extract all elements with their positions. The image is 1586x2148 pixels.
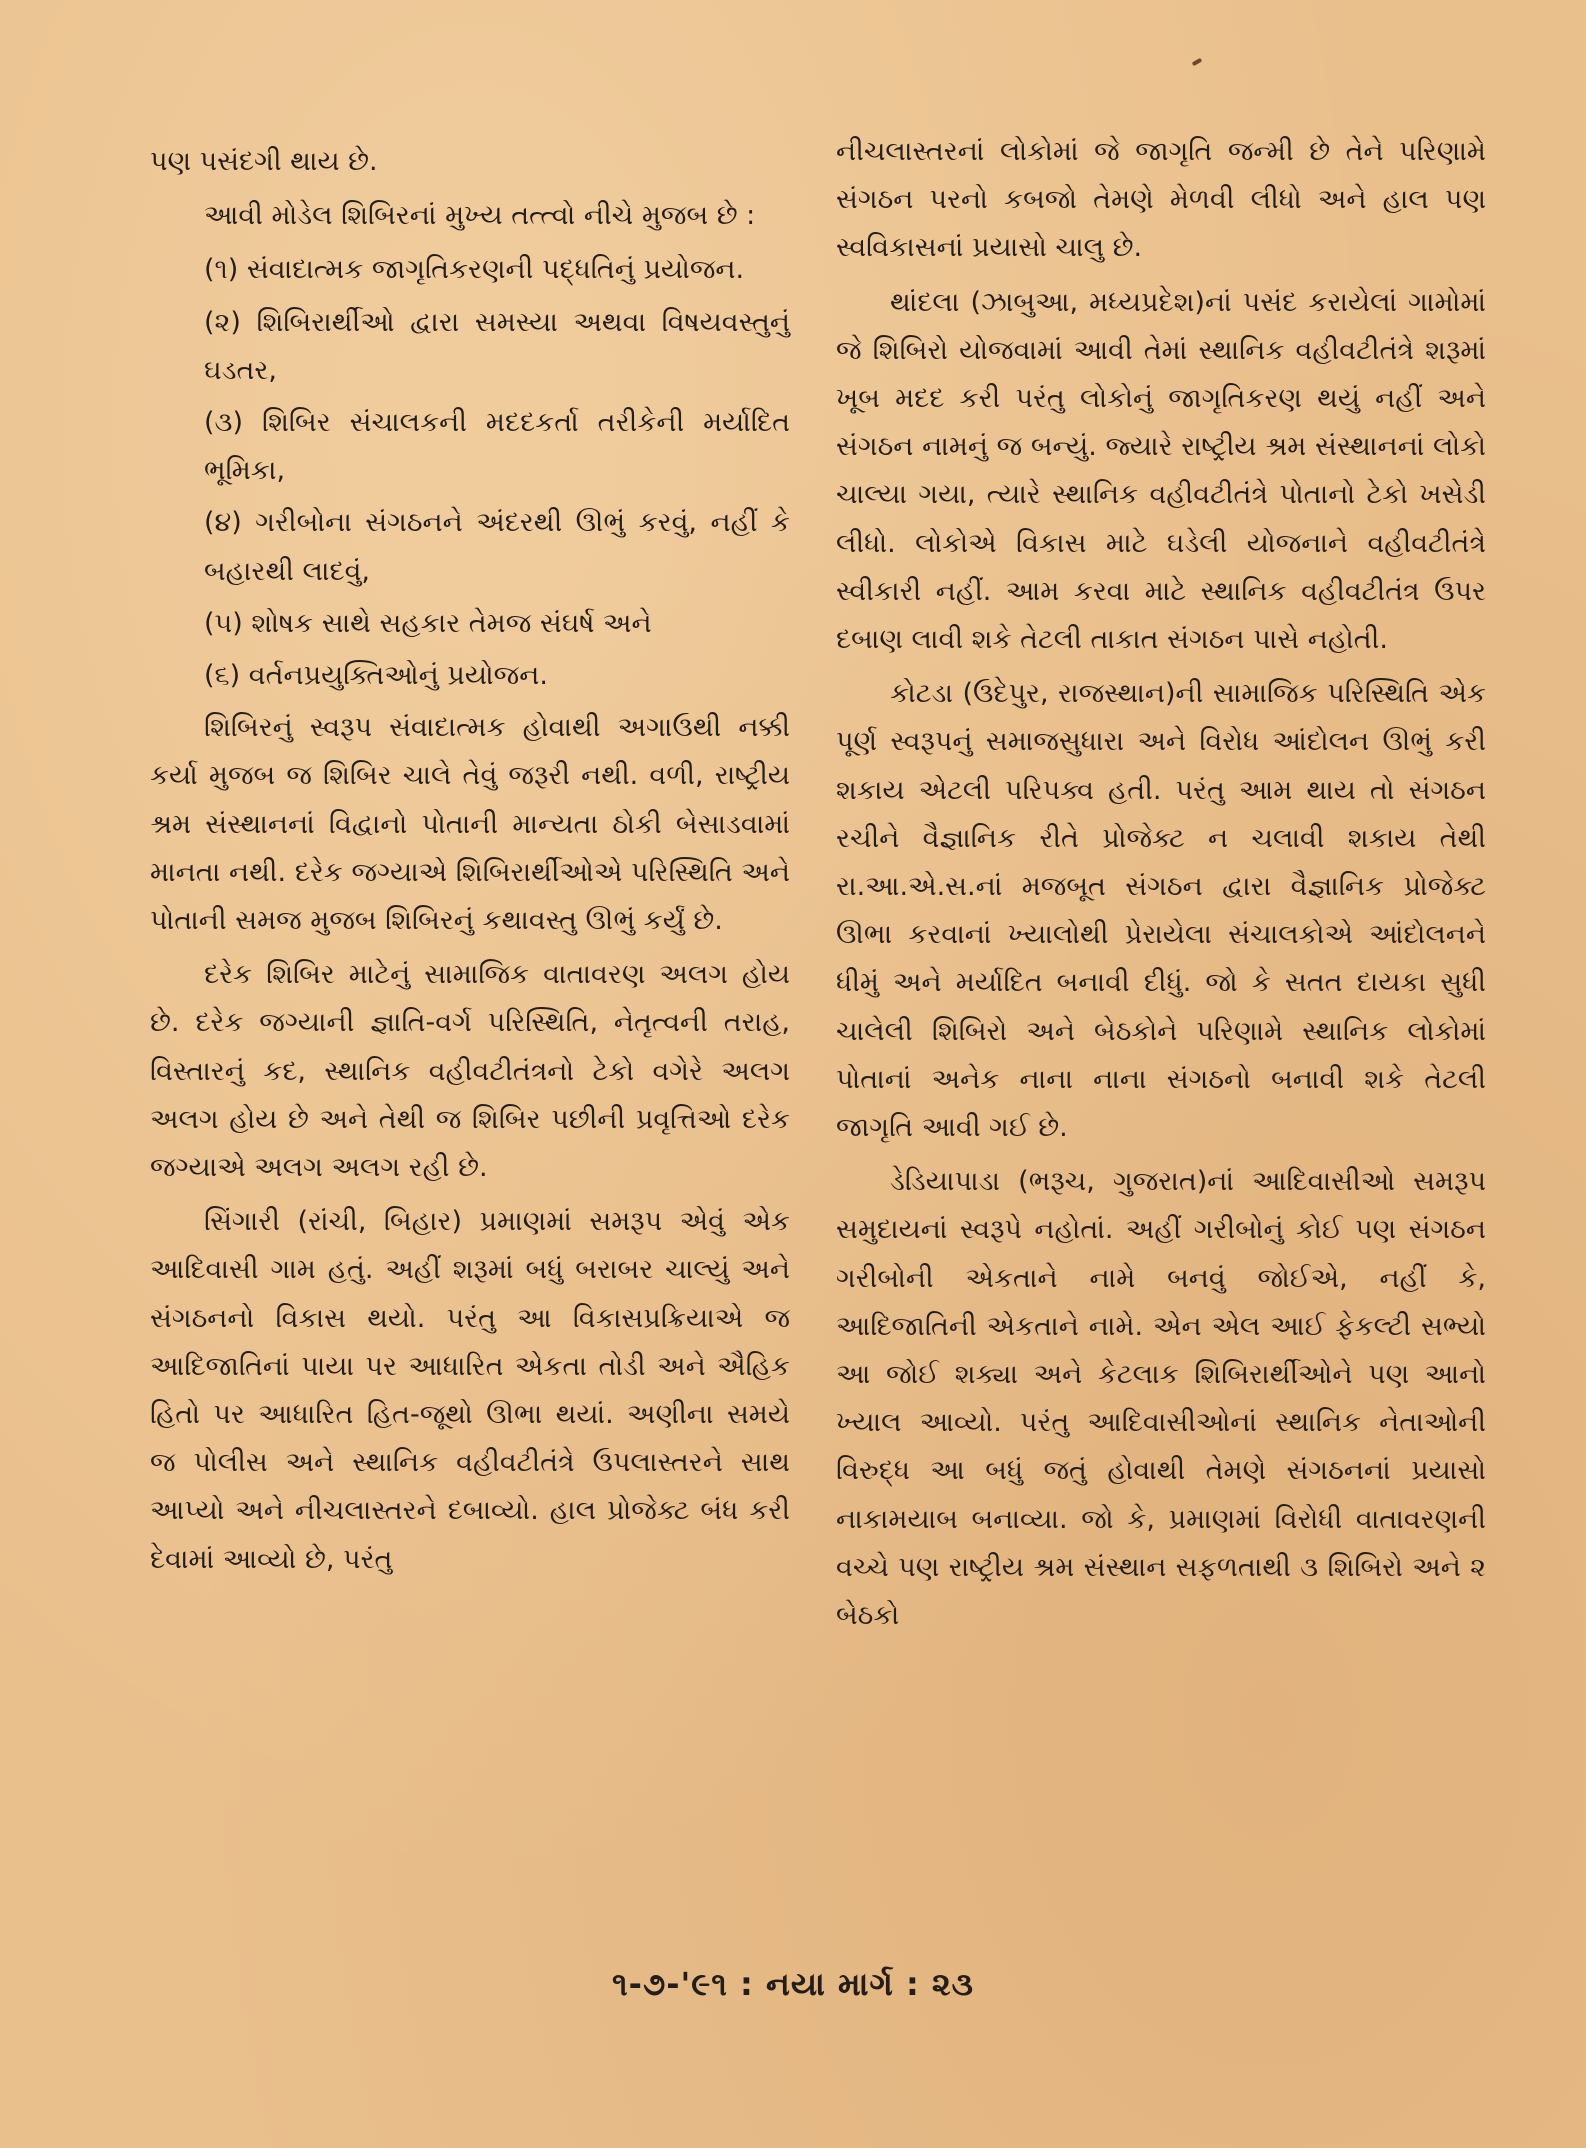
paragraph: પણ પસંદગી થાય છે. bbox=[150, 146, 378, 177]
ink-mark bbox=[1192, 58, 1203, 66]
list-item: (૧) સંવાદાત્મક જાગૃતિકરણની પદ્ધતિનું પ્રયોજન. bbox=[204, 254, 745, 286]
paragraph: નીચલાસ્તરનાં લોકોમાં જે જાગૃતિ જન્મી છે તેને પરિણામે સંગઠન પરનો કબજો તેમણે મેળવી લીધો અને હાલ પણ સ્વવિકાસનાં પ્રયાસો ચાલુ છે. bbox=[836, 136, 1486, 264]
paragraph: દરેક શિબિર માટેનું સામાજિક વાતાવરણ અલગ હોય છે. દરેક જગ્યાની જ્ઞાતિ-વર્ગ પરિસ્થિતિ, નેતૃત્વની તરાહ, વિસ્તારનું કદ, સ્થાનિક વહીવટીતંત્રનો ટેકો વગેરે અલગ અલગ હોય છે અને તેથી જ શિબિર પછીની પ્રવૃત્તિઓ દરેક જગ્યાએ અલગ અલગ રહી છે. bbox=[150, 959, 790, 1184]
left-column bbox=[150, 138, 790, 1590]
page-footer: ૧-૭-'૯૧ : નયા માર્ગ : ૨૩ bbox=[612, 1965, 974, 2003]
paragraph: ડેડિયાપાડા (ભરૂચ, ગુજરાત)નાં આદિવાસીઓ સમરૂપ સમુદાયનાં સ્વરૂપે નહોતાં. અહીં ગરીબોનું કોઈ પણ સંગઠન ગરીબોની એકતાને નામે બનવું જોઈએ, નહીં કે, આદિજાતિની એકતાને નામે. એન એલ આઈ ફેકલ્ટી સભ્યો આ જોઈ શક્યા અને કેટલાક શિબિરાર્થીઓને પણ આનો ખ્યાલ આવ્યો. પરંતુ આદિવાસીઓનાં સ્થાનિક નેતાઓની વિરુદ્ધ આ બધું જતું હોવાથી તેમણે સંગઠનનાં પ્રયાસો નાકામયાબ બનાવ્યા. જો કે, પ્રમાણમાં વિરોધી વાતાવરણની વચ્ચે પણ રાષ્ટ્રીય શ્રમ સંસ્થાન સફળતાથી ૩ શિબિરો અને ૨ બેઠકો bbox=[836, 1166, 1486, 1632]
paragraph: આવી મોડેલ શિબિરનાં મુખ્ય તત્ત્વો નીચે મુજબ છે : bbox=[204, 200, 756, 232]
list-item: (૫) શોષક સાથે સહકાર તેમજ સંઘર્ષ અને bbox=[204, 607, 652, 639]
list-item: (૨) શિબિરાર્થીઓ દ્વારા સમસ્યા અથવા વિષયવસ્તુનું ઘડતર, bbox=[204, 306, 790, 386]
right-column bbox=[836, 128, 1486, 1646]
list-item: (૪) ગરીબોના સંગઠનને અંદરથી ઊભું કરવું, નહીં કે બહારથી લાદવું, bbox=[204, 507, 790, 587]
paragraph: સિંગારી (રાંચી, બિહાર) પ્રમાણમાં સમરૂપ એવું એક આદિવાસી ગામ હતું. અહીં શરૂમાં બધું બરાબર ચાલ્યું અને સંગઠનનો વિકાસ થયો. પરંતુ આ વિકાસપ્રક્રિયાએ જ આદિજાતિનાં પાયા પર આધારિત એકતા તોડી અને ઐહિક હિતો પર આધારિત હિત-જૂથો ઊભા થયાં. અણીના સમયે જ પોલીસ અને સ્થાનિક વહીવટીતંત્રે ઉપલાસ્તરને સાથ આપ્યો અને નીચલાસ્તરને દબાવ્યો. હાલ પ્રોજેક્ટ બંધ કરી દેવામાં આવ્યો છે, પરંતુ bbox=[150, 1206, 790, 1575]
paragraph: શિબિરનું સ્વરૂપ સંવાદાત્મક હોવાથી અગાઉથી નક્કી કર્યા મુજબ જ શિબિર ચાલે તેવું જરૂરી નથી. વળી, રાષ્ટ્રીય શ્રમ સંસ્થાનનાં વિદ્વાનો પોતાની માન્યતા ઠોકી બેસાડવામાં માનતા નથી. દરેક જગ્યાએ શિબિરાર્થીઓએ પરિસ્થિતિ અને પોતાની સમજ મુજબ શિબિરનું કથાવસ્તુ ઊભું કર્યું છે. bbox=[150, 712, 790, 937]
list-item: (૬) વર્તનપ્રયુક્તિઓનું પ્રયોજન. bbox=[204, 660, 548, 692]
list-item: (૩) શિબિર સંચાલકની મદદકર્તા તરીકેની મર્યાદિત ભૂમિકા, bbox=[204, 407, 790, 487]
paragraph: થાંદલા (ઝાબુઆ, મધ્યપ્રદેશ)નાં પસંદ કરાયેલાં ગામોમાં જે શિબિરો યોજવામાં આવી તેમાં સ્થાનિક વહીવટીતંત્રે શરૂમાં ખૂબ મદદ કરી પરંતુ લોકોનું જાગૃતિકરણ થયું નહીં અને સંગઠન નામનું જ બન્યું. જ્યારે રાષ્ટ્રીય શ્રમ સંસ્થાનનાં લોકો ચાલ્યા ગયા, ત્યારે સ્થાનિક વહીવટીતંત્રે પોતાનો ટેકો ખસેડી લીધો. લોકોએ વિકાસ માટે ઘડેલી યોજનાને વહીવટીતંત્રે સ્વીકારી નહીં. આમ કરવા માટે સ્થાનિક વહીવટીતંત્ર ઉપર દબાણ લાવી શકે તેટલી તાકાત સંગઠન પાસે નહોતી. bbox=[836, 286, 1487, 656]
paragraph: કોટડા (ઉદેપુર, રાજસ્થાન)ની સામાજિક પરિસ્થિતિ એક પૂર્ણ સ્વરૂપનું સમાજસુધારા અને વિરોધ આંદોલન ઊભું કરી શકાય એટલી પરિપક્વ હતી. પરંતુ આમ થાય તો સંગઠન રચીને વૈજ્ઞાનિક રીતે પ્રોજેક્ટ ન ચલાવી શકાય તેથી રા.આ.એ.સ.નાં મજબૂત સંગઠન દ્વારા વૈજ્ઞાનિક પ્રોજેક્ટ ઊભા કરવાનાં ખ્યાલોથી પ્રેરાયેલા સંચાલકોએ આંદોલનને ધીમું અને મર્યાદિત બનાવી દીધું. જો કે સતત દાયકા સુધી ચાલેલી શિબિરો અને બેઠકોને પરિણામે સ્થાનિક લોકોમાં પોતાનાં અનેક નાના નાના સંગઠનો બનાવી શકે તેટલી જાગૃતિ આવી ગઈ છે. bbox=[836, 678, 1486, 1144]
